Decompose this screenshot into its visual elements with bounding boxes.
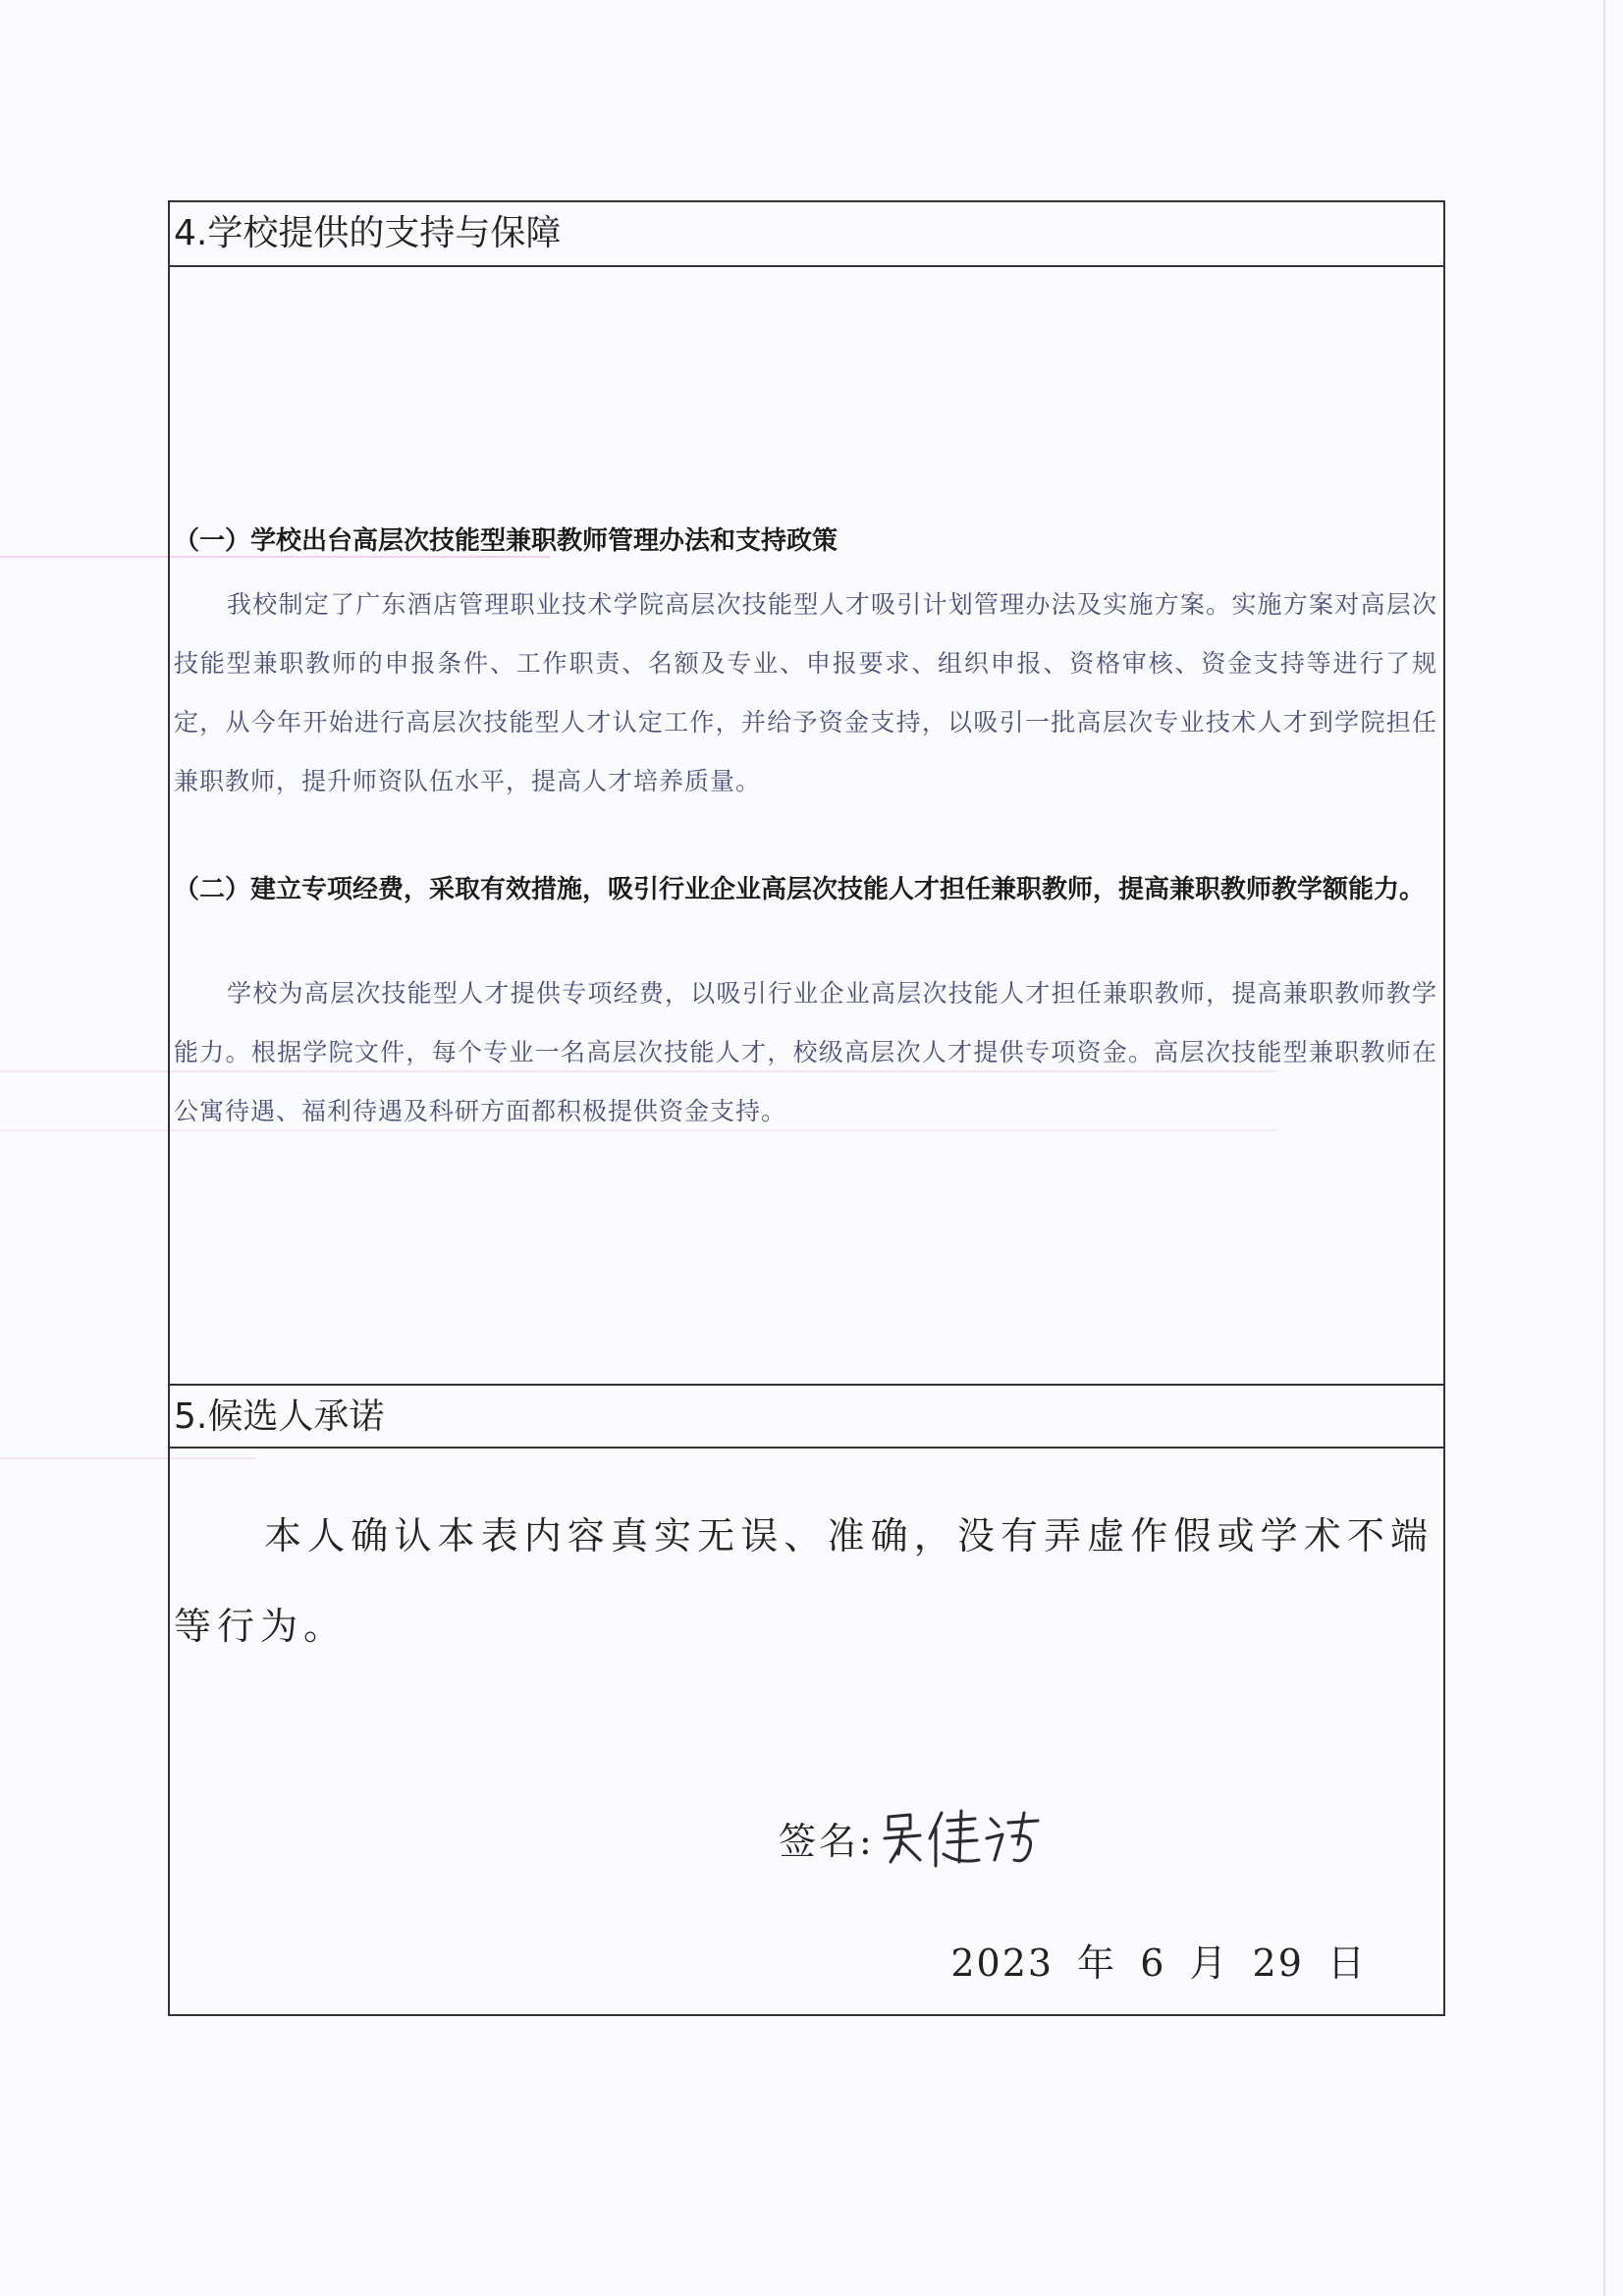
scan-page-edge <box>1603 0 1605 2296</box>
section-4-title: 4.学校提供的支持与保障 <box>170 202 1443 267</box>
candidate-pledge-statement: 本人确认本表内容真实无误、准确，没有弄虚作假或学术不端等行为。 <box>174 1514 1434 1648</box>
signature-row <box>779 1803 1048 1872</box>
signature-date: 2023 年 6 月 29 日 <box>950 1941 1367 1985</box>
form-table <box>168 200 1445 2016</box>
support-item-1-heading: （一）学校出台高层次技能型兼职教师管理办法和支持政策 <box>174 526 839 556</box>
support-item-2-heading: （二）建立专项经费，采取有效措施，吸引行业企业高层次技能人才担任兼职教师，提高兼职教师教学额能力。 <box>174 875 1426 904</box>
support-item-1-body: 我校制定了广东酒店管理职业技术学院高层次技能型人才吸引计划管理办法及实施方案。实施方案对高层次技能型兼职教师的申报条件、工作职责、名额及专业、申报要求、组织申报、资格审核、资金支持等进行了规定，从今年开始进行高层次技能型人才认定工作，并给予资金支持，以吸引一批高层次专业技术人才到学院担任兼职教师，提升师资队伍水平，提高人才培养质量。 <box>174 590 1437 795</box>
handwritten-signature <box>881 1803 1048 1872</box>
support-item-2-body: 学校为高层次技能型人才提供专项经费，以吸引行业企业高层次技能人才担任兼职教师，提高兼职教师教学能力。根据学院文件，每个专业一名高层次技能人才，校级高层次人才提供专项资金。高层次技能型兼职教师在公寓待遇、福利待遇及科研方面都积极提供资金支持。 <box>174 979 1437 1125</box>
section-5-title: 5.候选人承诺 <box>170 1384 1443 1449</box>
signature-label: 签名: <box>779 1819 875 1863</box>
